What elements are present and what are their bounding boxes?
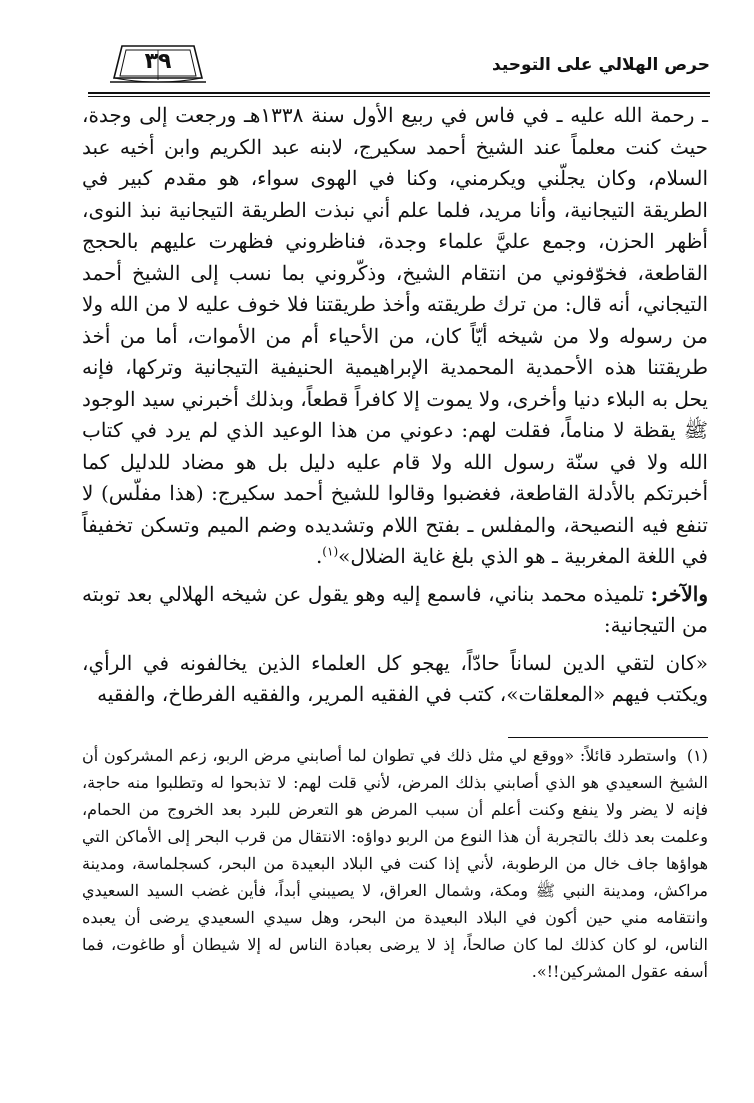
footnote [82, 742, 708, 985]
header-rule [88, 92, 710, 94]
footnote-paragraph [82, 742, 708, 985]
paragraph-text: ـ رحمة الله عليه ـ في فاس في ربيع الأول سنة ١٣٣٨هـ ورجعت إلى وجدة، حيث كنت معلماً عند الشيخ أحمد سكيرج، لابنه عبد الكريم وابن أخيه عبد السلام، وكان يجلّني ويكرمني، وكنا في الهوى سواء، هو مقدم كبير في الطريقة التيجانية، وأنا مريد، فلما علم أني نبذت الطريقة التيجانية نبذ النوى، أظهر الحزن، وجمع عليَّ علماء وجدة، فناظروني فظهرت عليهم بالحجج القاطعة، فخوّفوني من انتقام الشيخ، وذكّروني بما نسب إلى الشيخ أحمد التيجاني، أنه قال: من ترك طريقته وأخذ طريقتنا فلا خوف عليه لا من الله ولا من رسوله ولا من شيخه أيّاً كان، من الأحياء أم من الأموات، أما من أخذ طريقتنا هذه الأحمدية المحمدية الإبراهيمية الحنيفية التيجانية وتركها، فإنه يحل به البلاء دنيا وأخرى، ولا يموت إلا كافراً قطعاً، وبذلك أخبرني سيد الوجود ﷺ يقظة لا مناماً، فقلت لهم: دعوني من هذا الوعيد الذي لم يرد في كتاب الله ولا في سنّة رسول الله ولا قام عليه دليل بل هو مضاد للدليل كما أخبرتكم بالأدلة القاطعة، فغضبوا وقالوا للشيخ أحمد سكيرج: (هذا مفلّس) لا تنفع فيه النصيحة، والمفلس ـ بفتح اللام وتشديده وضم الميم وتسكن تخفيفاً في اللغة المغربية ـ هو الذي بلغ غاية الضلال» [82, 103, 708, 568]
paragraph-text: تلميذه محمد بناني، فاسمع إليه وهو يقول عن شيخه الهلالي بعد توبته من التيجانية: [82, 581, 708, 637]
main-text [82, 100, 708, 717]
paragraph-lead: والآخر: [650, 581, 708, 606]
running-title: حرص الهلالي على التوحيد [492, 55, 710, 75]
page-number: ٣٩ [144, 49, 172, 74]
footnote-reference: (١) [322, 544, 339, 559]
header-rule-thin [88, 96, 710, 97]
paragraph [82, 579, 708, 642]
page-header [88, 40, 710, 98]
quote-paragraph: «كان لتقي الدين لساناً حادّاً، يهجو كل العلماء الذين يخالفونه في الرأي، ويكتب فيهم «المعلقات»، كتب في الفقيه المرير، والفقيه الفرطاخ، والفقيه [82, 650, 708, 706]
footnote-text: واستطرد قائلاً: «ووقع لي مثل ذلك في تطوان لما أصابني مرض الربو، زعم المشركون أن الشيخ السعيدي هو الذي أصابني بذلك المرض، لأني قلت لهم: لا تذبحوا له وتطلبوا منه حاجة، فإنه لا يضر ولا ينفع وكنت أعلم أن سبب المرض هو التعرض للبرد بعد الخروج من الحمام، وعلمت بعد ذلك بالتجربة أن هذا النوع من الربو دواؤه: الانتقال من قرب البحر إلى الأماكن التي هواؤها جاف خال من الرطوبة، لأني إذا كنت في البلاد البعيدة من البحر، كسجلماسة، ومدينة مراكش، ومدينة النبي ﷺ ومكة، وشمال العراق، لا يصيبني أبداً، فأين غضب السيد السعيدي وانتقامه مني حين أكون في البلاد البعيدة من البحر، وهل سيدي السعيدي يرضى أن يعبده الناس، لو كان كذلك لما كان صالحاً، إذ لا يرضى بعبادة الناس له إلا شيطان أو طاغوت، فما أسفه عقول المشركين!!». [82, 746, 709, 981]
paragraph-end: . [315, 544, 323, 568]
footnote-marker: (١) [686, 746, 708, 765]
paragraph [82, 100, 708, 573]
page-number-badge [108, 42, 208, 84]
footnote-separator [508, 737, 708, 738]
